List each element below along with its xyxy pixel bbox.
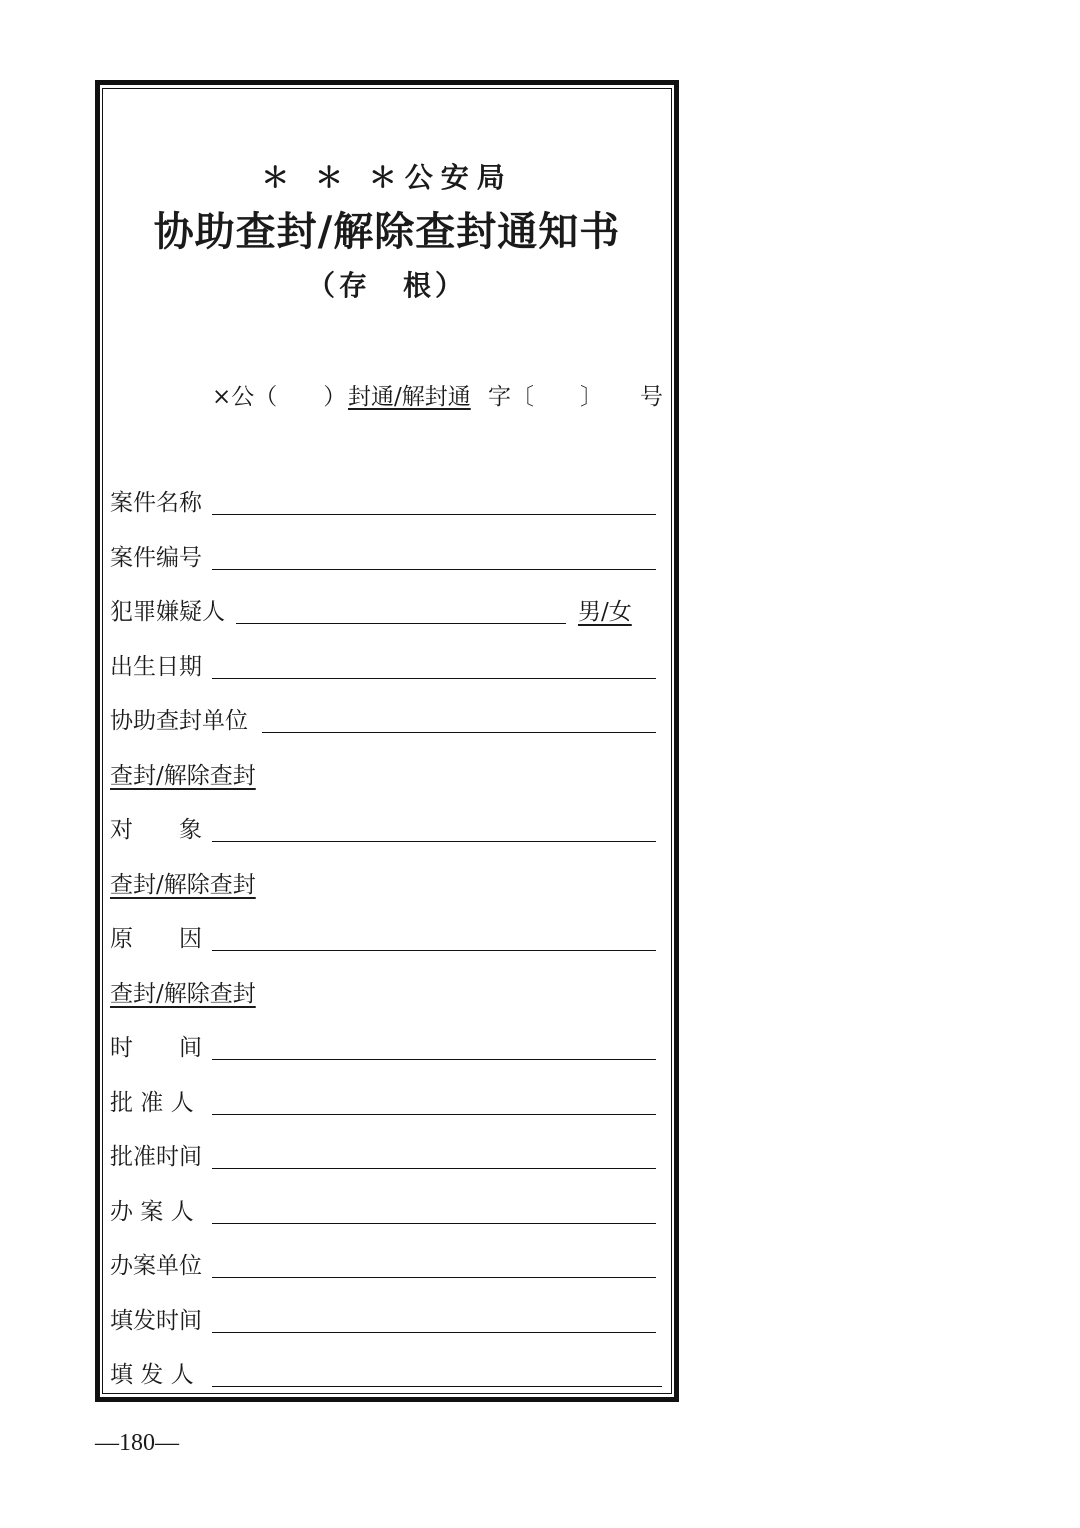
- case-handler-field[interactable]: [212, 1223, 656, 1224]
- case-number-label: 案件编号: [110, 545, 202, 571]
- suspect-field[interactable]: [236, 623, 566, 624]
- document-title: 协助查封/解除查封通知书: [153, 208, 621, 255]
- seal-object-heading: 查封/解除查封: [110, 763, 256, 789]
- birth-date-label: 出生日期: [110, 654, 202, 680]
- gender-option[interactable]: 男/女: [578, 599, 632, 625]
- case-number-field[interactable]: [212, 569, 656, 570]
- approval-time-field[interactable]: [212, 1168, 656, 1169]
- issue-time-field[interactable]: [212, 1332, 656, 1333]
- assisting-unit-field[interactable]: [262, 732, 656, 733]
- seal-time-heading: 查封/解除查封: [110, 981, 256, 1007]
- approval-time-label: 批准时间: [110, 1144, 202, 1170]
- issuer-label: 填 发 人: [110, 1362, 194, 1388]
- seal-time-field[interactable]: [212, 1059, 656, 1060]
- handling-unit-label: 办案单位: [110, 1253, 202, 1279]
- issuer-field[interactable]: [212, 1386, 662, 1387]
- doc-number-prefix: ×公（ ）: [212, 384, 347, 410]
- agency-name: ＊ ＊ ＊公安局: [261, 161, 513, 194]
- seal-object-field[interactable]: [212, 841, 656, 842]
- seal-reason-heading: 查封/解除查封: [110, 872, 256, 898]
- assisting-unit-label: 协助查封单位: [110, 708, 248, 734]
- case-name-field[interactable]: [212, 514, 656, 515]
- suspect-label: 犯罪嫌疑人: [110, 599, 225, 625]
- birth-date-field[interactable]: [212, 678, 656, 679]
- approver-field[interactable]: [212, 1114, 656, 1115]
- issue-time-label: 填发时间: [110, 1308, 202, 1334]
- seal-time-label: 时 间: [110, 1035, 202, 1061]
- doc-number-middle: 字〔 〕: [488, 384, 603, 410]
- page-number: —180—: [95, 1430, 179, 1456]
- doc-number-type: 封通/解封通: [348, 384, 471, 410]
- seal-object-label: 对 象: [110, 817, 202, 843]
- doc-number-suffix: 号: [640, 384, 663, 410]
- seal-reason-label: 原 因: [110, 926, 202, 952]
- document-subtitle: （存 根）: [306, 269, 467, 302]
- seal-reason-field[interactable]: [212, 950, 656, 951]
- case-handler-label: 办 案 人: [110, 1199, 194, 1225]
- case-name-label: 案件名称: [110, 490, 202, 516]
- handling-unit-field[interactable]: [212, 1277, 656, 1278]
- approver-label: 批 准 人: [110, 1090, 194, 1116]
